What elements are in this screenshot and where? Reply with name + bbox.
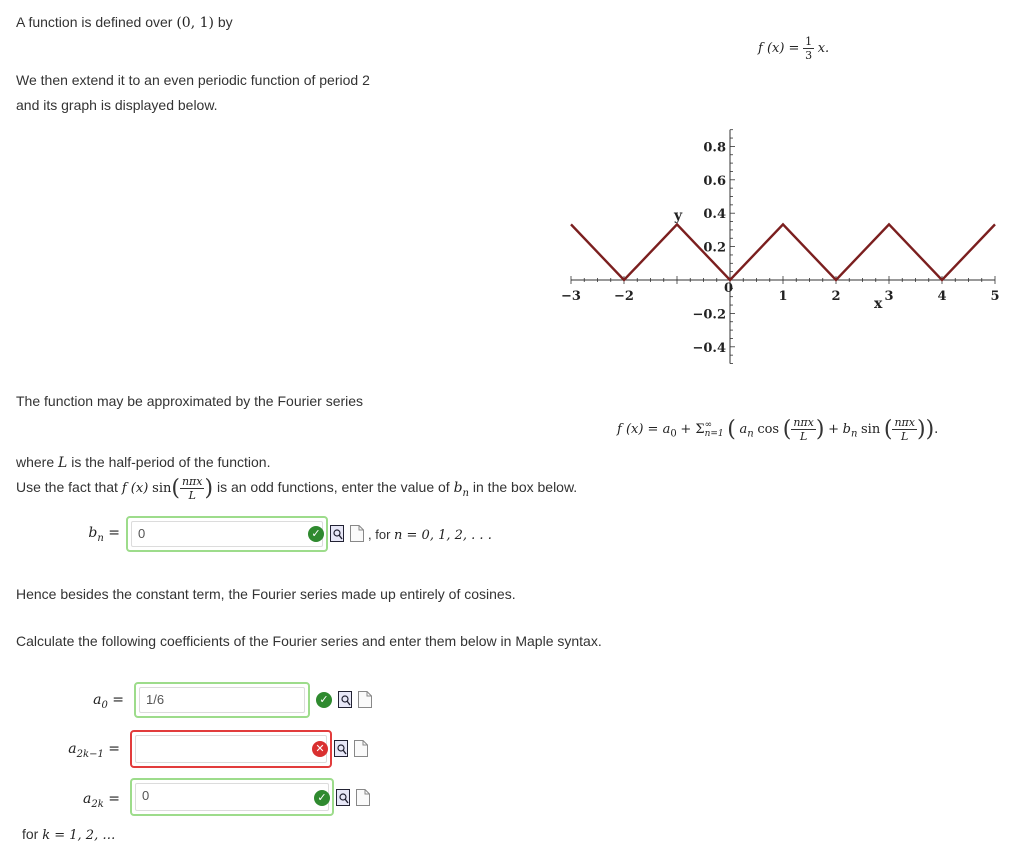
- bn-for: , for: [368, 527, 391, 542]
- bn-range-value: n = 0, 1, 2, . . .: [394, 528, 492, 543]
- footer-range: [22, 826, 115, 843]
- a0-label-sub: 0: [101, 699, 108, 711]
- bn-label-b: b: [88, 525, 98, 541]
- cos-frac-num: nπx: [793, 416, 814, 429]
- formula-bn-sub: n: [850, 428, 858, 440]
- y-axis-label: y: [674, 208, 683, 224]
- hence-text: Hence besides the constant term, the Fourier series made up entirely of cosines.: [16, 586, 516, 602]
- where-line: [16, 454, 270, 471]
- origin-label: 0: [724, 281, 734, 296]
- fourier-intro: The function may be approximated by the Fourier series: [16, 393, 364, 409]
- use-fact-bn-sub: n: [462, 488, 469, 499]
- document-icon[interactable]: [358, 691, 372, 708]
- func-rhs: x.: [817, 40, 830, 56]
- use-fact-text-a: Use the fact that: [16, 479, 118, 496]
- footer-for: for: [22, 826, 39, 842]
- sin-frac-den: L: [901, 430, 909, 443]
- formula-cos-frac: [791, 417, 816, 442]
- formula-a0-sub: 0: [670, 428, 677, 440]
- graph-axes: [571, 130, 995, 364]
- intro-interval: (0, 1): [176, 15, 214, 31]
- func-num: 1: [805, 35, 813, 48]
- extend-line2: and its graph is displayed below.: [16, 97, 218, 113]
- a2k-1-label-a: a: [68, 741, 77, 757]
- y-tick-label: −0.4: [692, 340, 726, 356]
- x-tick-label: 1: [778, 289, 788, 304]
- document-icon[interactable]: [350, 525, 364, 542]
- a2k-1-label: [40, 741, 120, 760]
- x-tick-label: 3: [884, 289, 894, 304]
- use-fact-frac: [180, 476, 205, 501]
- formula-end: .: [934, 421, 939, 437]
- a2k-1-eq: =: [108, 741, 120, 757]
- preview-icon[interactable]: [334, 740, 348, 757]
- x-tick-label: −3: [561, 289, 581, 304]
- y-tick-label: 0.6: [703, 173, 726, 189]
- y-tick-label: 0.2: [703, 240, 726, 256]
- where-L: L: [58, 455, 68, 471]
- graph-ticks: [561, 130, 1000, 364]
- bn-answer-value: 0: [138, 526, 146, 541]
- bn-label: [40, 525, 120, 544]
- use-fact-text-c: in the box below.: [472, 479, 578, 496]
- formula-sigma: Σ: [695, 421, 705, 437]
- formula-sin: sin: [861, 421, 881, 437]
- function-graph: [561, 135, 1024, 370]
- sin-frac-num: nπx: [894, 416, 915, 429]
- series-line: [571, 224, 995, 280]
- bn-answer-input[interactable]: [126, 516, 328, 552]
- use-fact-frac-den: L: [188, 489, 196, 502]
- func-fraction: [803, 36, 814, 61]
- a2k-label-a: a: [83, 791, 92, 807]
- a0-label-a: a: [93, 692, 102, 708]
- error-icon: ✕: [312, 741, 328, 757]
- formula-sub: n=1: [704, 428, 724, 439]
- x-tick-label: −2: [614, 289, 634, 304]
- x-axis-label: x: [874, 296, 883, 312]
- a2k-eq: =: [108, 791, 120, 807]
- a0-answer-value: 1/6: [146, 692, 165, 707]
- use-fact-frac-num: nπx: [181, 475, 203, 488]
- preview-icon[interactable]: [330, 525, 344, 542]
- bn-label-sub: n: [97, 532, 104, 544]
- intro-text: [16, 14, 233, 31]
- preview-icon[interactable]: [336, 789, 350, 806]
- intro-line: A function is defined over: [16, 14, 173, 30]
- y-tick-label: −0.2: [692, 307, 726, 323]
- calculate-text: Calculate the following coefficients of the Fourier series and enter them below in Maple syntax.: [16, 633, 602, 649]
- use-fact-bn: b: [453, 480, 463, 497]
- y-tick-label: 0.8: [703, 140, 726, 156]
- graph-curve: [571, 224, 995, 280]
- a0-eq: =: [112, 692, 124, 708]
- a2k-1-label-sub: 2k−1: [76, 748, 104, 760]
- a2k-label-sub: 2k: [91, 798, 104, 810]
- use-fact-line: Use the fact that f (x) sin( $\frac{\text{nπx}}{L}$ ) is an odd functions, enter the value of $b_n$ in the box below.: [16, 475, 578, 502]
- formula-an-sub: n: [747, 428, 754, 440]
- formula-lhs: f (x) = a: [617, 421, 671, 437]
- bn-range: [368, 527, 492, 543]
- a2k-answer-value: 0: [142, 788, 150, 803]
- a0-answer-input[interactable]: [134, 682, 310, 718]
- preview-icon[interactable]: [338, 691, 352, 708]
- function-definition: [758, 36, 829, 61]
- document-icon[interactable]: [354, 740, 368, 757]
- use-fact-text-b: is an odd functions, enter the value of: [216, 479, 450, 496]
- formula-plus: +: [680, 421, 696, 437]
- footer-k-range: k = 1, 2, …: [42, 828, 116, 843]
- y-tick-label: 0.4: [703, 207, 726, 223]
- formula-sin-frac: [892, 417, 917, 442]
- x-tick-label: 2: [831, 289, 841, 304]
- formula-an: a: [739, 421, 748, 437]
- use-fact-sin: sin: [152, 481, 172, 497]
- func-lhs: f (x) =: [758, 40, 800, 56]
- a2k-label: [40, 791, 120, 810]
- x-tick-label: 5: [990, 289, 1000, 304]
- formula-cos: cos: [757, 421, 780, 437]
- x-tick-label: 4: [937, 289, 947, 304]
- document-icon[interactable]: [356, 789, 370, 806]
- formula-bn: b: [842, 421, 851, 437]
- extend-line1: We then extend it to an even periodic function of period 2: [16, 72, 370, 88]
- a0-label: [40, 692, 124, 711]
- check-icon: ✓: [316, 692, 332, 708]
- func-den: 3: [805, 49, 813, 62]
- check-icon: ✓: [314, 790, 330, 806]
- a2k-answer-input[interactable]: [130, 778, 334, 816]
- where-text-a: where: [16, 454, 55, 470]
- where-text-b: is the half-period of the function.: [71, 454, 271, 470]
- bn-eq: =: [108, 525, 120, 541]
- a2k-1-answer-input[interactable]: [130, 730, 332, 768]
- fourier-formula: f $(x) = a_0 + \Sigma$ ∞ n=1 ( $a_n$ cos ( $\frac{\text{nπx}}{L}$ ) + $b_n$ sin ( $\frac{\text{nπx}}{L}$ )).: [617, 416, 939, 443]
- cos-frac-den: L: [799, 430, 808, 443]
- use-fact-fx: f (x): [121, 481, 149, 497]
- intro-by: by: [217, 14, 233, 30]
- check-icon: ✓: [308, 526, 324, 542]
- formula-sup: ∞: [704, 419, 713, 430]
